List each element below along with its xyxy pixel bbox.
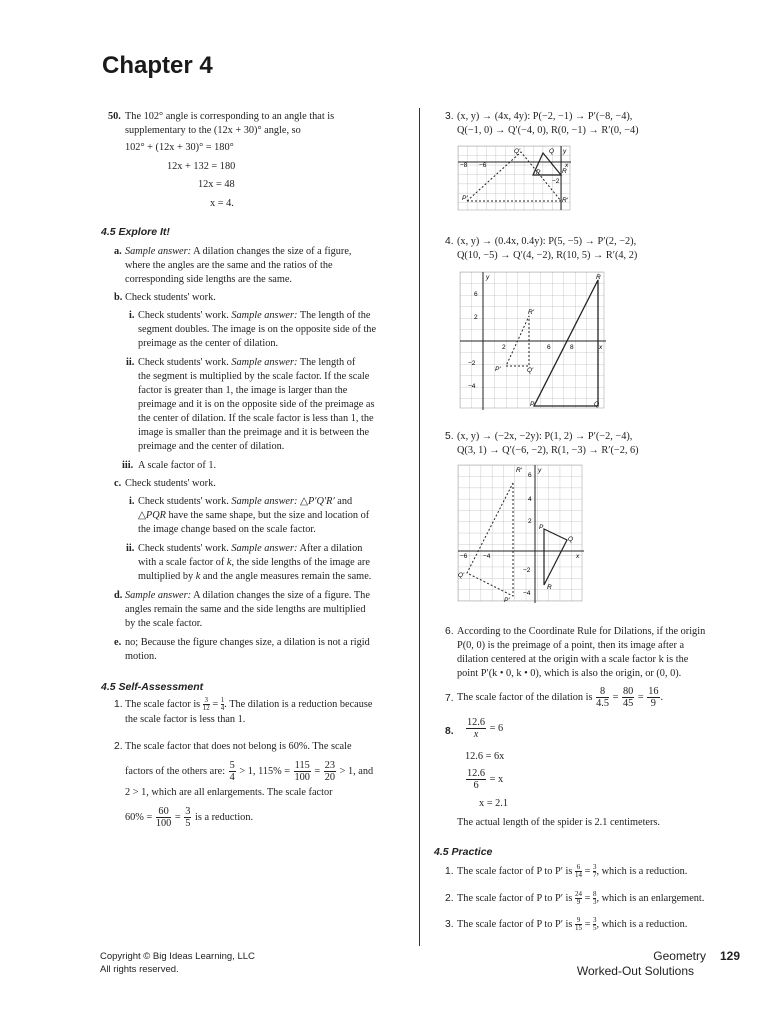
- point-label: P: [539, 524, 544, 531]
- item-number: 8.: [445, 726, 454, 737]
- answer-line: The scale factor of P to P′ is $\frac{24}{9}$ = $\frac{8}{3}$ , which is an enlargement.: [457, 890, 705, 906]
- point-label: P: [530, 401, 535, 408]
- copyright-text: Copyright © Big Ideas Learning, LLC: [100, 951, 255, 962]
- point-label: P′: [504, 597, 510, 604]
- answer-line: angles remain the same and the side lengths are multiplied: [125, 604, 366, 615]
- item-label: i.: [129, 496, 135, 507]
- point-label: Q: [594, 401, 600, 408]
- item-label: iii.: [122, 460, 134, 471]
- equation: $\frac{12.6}{6}$ = x: [467, 768, 504, 791]
- answer-line: where the angles are the same and the ratios of the: [125, 260, 333, 271]
- answer-line: the scale factor is less than 1.: [125, 714, 246, 725]
- point-label: R′: [528, 309, 534, 316]
- point-label: R: [562, 168, 567, 175]
- answer-line: According to the Coordinate Rule for Dilations, if the origin: [457, 626, 706, 637]
- rights-text: All rights reserved.: [100, 964, 179, 975]
- answer-line: the segment is multiplied by the scale factor. If the scale: [138, 371, 370, 382]
- point-label: R: [596, 274, 601, 281]
- book-subtitle: Worked-Out Solutions: [576, 964, 694, 978]
- point-label: Q: [568, 536, 574, 543]
- section-heading-self-assessment: 4.5 Self-Assessment: [101, 681, 204, 693]
- item-number: 3.: [445, 111, 454, 122]
- item-number: 5.: [445, 431, 454, 442]
- answer-line: The scale factor of P to P′ is $\frac{6}{14}$ = $\frac{3}{7}$ , which is a reduction.: [457, 863, 688, 879]
- tick-label: −6: [479, 162, 487, 169]
- point-label: Q′: [527, 367, 534, 374]
- grid: [458, 465, 582, 601]
- point-label: P′: [495, 366, 501, 373]
- tick-label: 6: [547, 344, 551, 351]
- point-label: R: [547, 584, 552, 591]
- grid: [460, 272, 604, 408]
- axis-label: y: [538, 467, 542, 474]
- mapping-line: (x, y) → (−2x, −2y): P(1, 2) → P′(−2, −4),: [457, 431, 633, 442]
- item-label: c.: [114, 478, 122, 489]
- axis-label: y: [563, 148, 567, 155]
- column-divider: [419, 108, 420, 946]
- item-label: d.: [114, 590, 123, 601]
- answer-line: The scale factor of P to P′ is $\frac{9}{15}$ = $\frac{3}{5}$ , which is a reduction.: [457, 916, 688, 932]
- point-label: Q′: [458, 572, 465, 579]
- answer-line: The scale factor that does not belong is 60%. The scale: [125, 741, 352, 752]
- answer-line: preimage and the center of dilation.: [138, 441, 285, 452]
- item-number: 1.: [445, 866, 454, 877]
- tick-label: −4: [483, 553, 491, 560]
- section-heading-practice: 4.5 Practice: [434, 846, 493, 858]
- answer-line: corresponding side lengths are the same.: [125, 274, 292, 285]
- answer-line: P(0, 0) is the preimage of a point, then its image after a: [457, 640, 685, 651]
- item-label: b.: [114, 292, 123, 303]
- equation: 102° + (12x + 30)° = 180°: [125, 142, 234, 153]
- answer-line: segment doubles. The image is on the opposite side of the: [138, 324, 377, 335]
- tick-label: 4: [528, 496, 532, 503]
- tick-label: 8: [570, 344, 574, 351]
- answer-line: with a scale factor of k, the side lengths of the image are: [138, 557, 370, 568]
- footer-copyright: [100, 950, 255, 976]
- graph-exercise-4: [458, 270, 608, 412]
- point-label: P′: [462, 195, 468, 202]
- tick-label: 6: [474, 291, 478, 298]
- answer-line: no; Because the figure changes size, a dilation is not a rigid: [125, 637, 370, 648]
- equation: x = 4.: [210, 198, 234, 209]
- item-label: a.: [114, 246, 122, 257]
- tick-label: −2: [552, 178, 560, 185]
- axis-label: x: [565, 162, 569, 169]
- answer-line: preimage as the center of dilation.: [138, 338, 279, 349]
- page-number: 129: [719, 949, 740, 963]
- footer-book-info: [560, 949, 740, 978]
- tick-label: −4: [468, 383, 476, 390]
- point-label: Q: [549, 148, 555, 155]
- answer-line: multiplied by k and the angle measures remain the same.: [138, 571, 372, 582]
- item-number: 1.: [114, 699, 123, 710]
- point-label: R′: [562, 197, 568, 204]
- answer-line: dilation centered at the origin with a scale factor k is the: [457, 654, 689, 665]
- point-label: R′: [516, 467, 522, 474]
- answer-line: Sample answer: A dilation changes the size of a figure. The: [125, 590, 370, 601]
- item-label: e.: [114, 637, 122, 648]
- tick-label: 2: [528, 518, 532, 525]
- answer-line: Check students' work.: [125, 478, 216, 489]
- tick-label: −6: [460, 553, 468, 560]
- tick-label: −4: [523, 590, 531, 597]
- answer-line: factor is greater than 1, the image is larger than the: [138, 385, 348, 396]
- answer-line: The scale factor of the dilation is $\frac{8}{4.5}$ = $\frac{80}{45}$ = $\frac{16}{9}$ .: [457, 686, 664, 709]
- answer-line: by the scale factor.: [125, 618, 203, 629]
- axis-label: x: [576, 553, 580, 560]
- tick-label: −2: [468, 360, 476, 367]
- answer-line: Check students' work. Sample answer: △P′Q′R′ and: [138, 496, 353, 507]
- item-number: 7.: [445, 693, 454, 704]
- item-number: 6.: [445, 626, 454, 637]
- tick-label: −2: [523, 567, 531, 574]
- exercise-50-number: 50.: [108, 111, 121, 122]
- graph-exercise-5: [457, 463, 587, 605]
- item-number: 3.: [445, 919, 454, 930]
- answer-line: point P′(k • 0, k • 0), which is also the origin, or (0, 0).: [457, 668, 682, 679]
- mapping-line: Q(3, 1) → Q′(−6, −2), R(1, −3) → R′(−2, 6): [457, 445, 639, 456]
- equation: 12.6 = 6x: [465, 751, 505, 762]
- equation: 12x + 132 = 180: [167, 161, 236, 172]
- answer-line: factors of the others are: $\frac{5}{4}$ > 1, 115% = $\frac{115}{100}$ = $\frac{23}{20}$ > 1, and: [125, 760, 374, 783]
- tick-label: 2: [474, 314, 478, 321]
- item-label: i.: [129, 310, 135, 321]
- equation: $\frac{12.6}{x}$ = 6: [467, 717, 504, 740]
- answer-line: The scale factor is $\frac{3}{12}$ = $\frac{1}{4}$ . The dilation is a reduction because: [125, 696, 373, 712]
- equation: x = 2.1: [479, 798, 508, 809]
- mapping-line: (x, y) → (4x, 4y): P(−2, −1) → P′(−8, −4),: [457, 111, 633, 122]
- answer-line: △PQR have the same shape, but the size and location of: [138, 510, 370, 521]
- answer-line: Check students' work.: [125, 292, 216, 303]
- item-label: ii.: [126, 357, 135, 368]
- tick-label: 2: [502, 344, 506, 351]
- answer-line: image is smaller than the preimage and it is between the: [138, 427, 370, 438]
- mapping-line: (x, y) → (0.4x, 0.4y): P(5, −5) → P′(2, −2),: [457, 236, 637, 247]
- answer-line: 60% = $\frac{60}{100}$ = $\frac{3}{5}$ is a reduction.: [125, 806, 254, 829]
- answer-line: the image change based on the scale factor.: [138, 524, 316, 535]
- answer-line: Check students' work. Sample answer: After a dilation: [138, 543, 363, 554]
- answer-line: Check students' work. Sample answer: The length of the: [138, 310, 371, 321]
- axis-label: y: [486, 274, 490, 281]
- section-heading-explore: 4.5 Explore It!: [101, 226, 170, 238]
- exercise-50-line: The 102° angle is corresponding to an angle that is: [125, 111, 335, 122]
- answer-line: A scale factor of 1.: [138, 460, 217, 471]
- point-label: P: [536, 169, 541, 176]
- tick-label: 6: [528, 472, 532, 479]
- exercise-50-line: supplementary to the (12x + 30)° angle, so: [125, 125, 301, 136]
- mapping-line: Q(−1, 0) → Q′(−4, 0), R(0, −1) → R′(0, −4): [457, 125, 639, 136]
- book-title: Geometry: [653, 949, 706, 963]
- answer-line: motion.: [125, 651, 157, 662]
- chapter-title: Chapter 4: [102, 52, 213, 79]
- answer-line: preimage and it is on the opposite side of the preimage as: [138, 399, 375, 410]
- answer-line: 2 > 1, which are all enlargements. The scale factor: [125, 787, 333, 798]
- axis-label: x: [599, 344, 603, 351]
- answer-line: Sample answer: A dilation changes the size of a figure,: [125, 246, 352, 257]
- point-label: Q′: [514, 148, 521, 155]
- graph-exercise-3: [457, 145, 573, 211]
- item-label: ii.: [126, 543, 135, 554]
- answer-line: the center of dilation. If the scale factor is less than 1, the: [138, 413, 374, 424]
- mapping-line: Q(10, −5) → Q′(4, −2), R(10, 5) → R′(4, 2): [457, 250, 638, 261]
- answer-line: The actual length of the spider is 2.1 centimeters.: [457, 817, 661, 828]
- tick-label: −8: [460, 162, 468, 169]
- item-number: 2.: [114, 741, 123, 752]
- answer-line: Check students' work. Sample answer: The length of: [138, 357, 356, 368]
- item-number: 4.: [445, 236, 454, 247]
- item-number: 2.: [445, 893, 454, 904]
- equation: 12x = 48: [198, 179, 235, 190]
